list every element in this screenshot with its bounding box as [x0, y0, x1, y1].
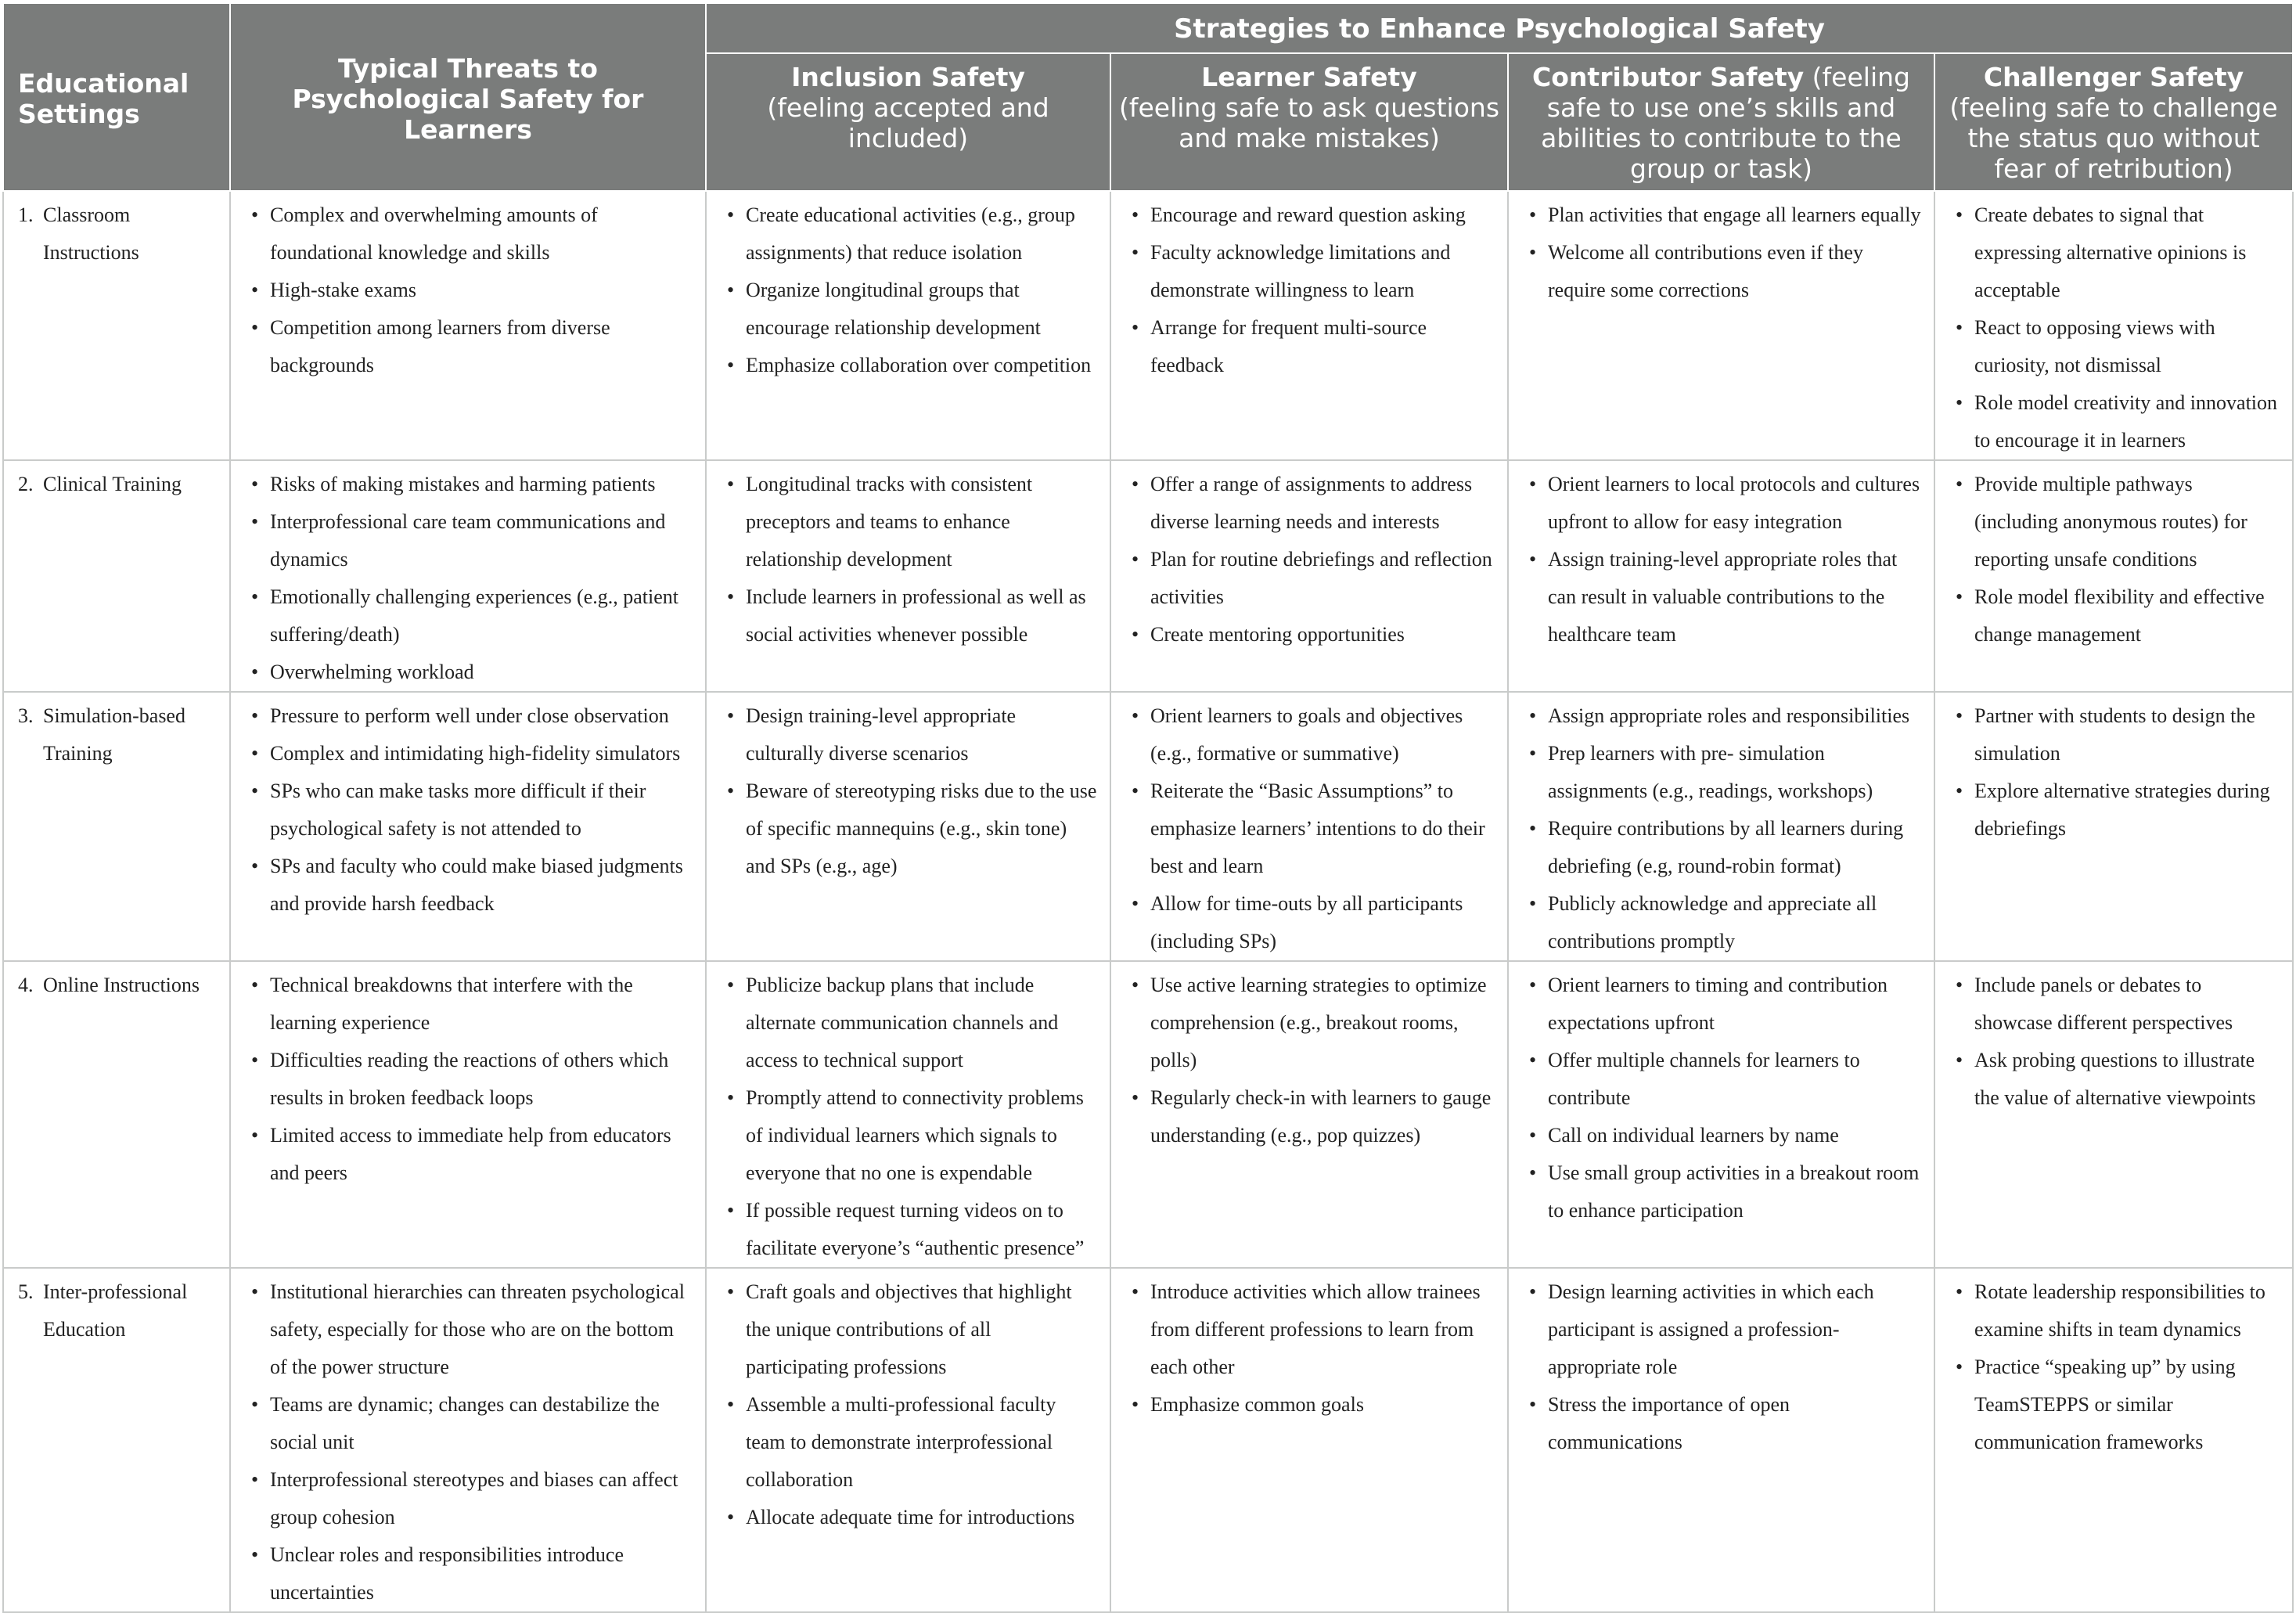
challenger-list [1946, 697, 2281, 848]
setting-cell [3, 460, 230, 692]
table-row [3, 191, 2293, 460]
learner-list [1122, 697, 1496, 960]
header-educational-settings: Educational Settings [3, 3, 230, 191]
inclusion-cell [706, 692, 1110, 961]
list-item: • Assign appropriate roles and responsibilities [1520, 697, 1923, 735]
list-item: • Plan for routine debriefings and reflection activities [1122, 541, 1496, 616]
list-item: • Complex and intimidating high-fidelity simulators [242, 735, 694, 772]
list-item: • Interprofessional care team communications and dynamics [242, 503, 694, 578]
setting-cell [3, 961, 230, 1268]
inclusion-list [718, 967, 1099, 1267]
list-item: • Plan activities that engage all learners equally [1520, 196, 1923, 234]
list-item: • Difficulties reading the reactions of others which results in broken feedback loops [242, 1042, 694, 1117]
challenger-cell [1934, 460, 2293, 692]
setting-number: 4. [18, 974, 34, 996]
inclusion-desc: (feeling accepted and included) [767, 92, 1049, 153]
learner-cell [1110, 460, 1508, 692]
inclusion-cell [706, 1268, 1110, 1612]
list-item: • Allow for time-outs by all participants (including SPs) [1122, 885, 1496, 960]
threats-list [242, 1273, 694, 1611]
learner-list [1122, 1273, 1496, 1424]
table-row [3, 692, 2293, 961]
list-item: • Pressure to perform well under close observation [242, 697, 694, 735]
header-strategies: Strategies to Enhance Psychological Safety [706, 3, 2293, 53]
list-item: • Promptly attend to connectivity problems of individual learners which signals to everyone that no one is expendable [718, 1079, 1099, 1192]
setting-cell [3, 1268, 230, 1612]
inclusion-list [718, 1273, 1099, 1536]
setting-number: 2. [18, 473, 34, 495]
list-item: • Use small group activities in a breakout room to enhance participation [1520, 1154, 1923, 1230]
threats-list [242, 697, 694, 923]
inclusion-list [718, 196, 1099, 384]
header-challenger-safety [1934, 53, 2293, 191]
contributor-list [1520, 1273, 1923, 1461]
list-item: • Use active learning strategies to optimize comprehension (e.g., breakout rooms, polls) [1122, 967, 1496, 1079]
list-item: • High-stake exams [242, 272, 694, 309]
list-item: • Partner with students to design the simulation [1946, 697, 2281, 772]
learner-list [1122, 466, 1496, 653]
list-item: • Ask probing questions to illustrate the value of alternative viewpoints [1946, 1042, 2281, 1117]
setting-name: Classroom Instructions [43, 203, 139, 264]
list-item: • Design learning activities in which each participant is assigned a profession-appropriate role [1520, 1273, 1923, 1386]
list-item: • Encourage and reward question asking [1122, 196, 1496, 234]
challenger-cell [1934, 1268, 2293, 1612]
setting-number: 1. [18, 203, 34, 226]
setting-number: 5. [18, 1280, 34, 1303]
list-item: • Longitudinal tracks with consistent preceptors and teams to enhance relationship development [718, 466, 1099, 578]
list-item: • Limited access to immediate help from educators and peers [242, 1117, 694, 1192]
inclusion-cell [706, 460, 1110, 692]
list-item: • Create mentoring opportunities [1122, 616, 1496, 653]
learner-cell [1110, 961, 1508, 1268]
threats-cell [230, 460, 706, 692]
contributor-cell [1508, 692, 1934, 961]
list-item: • Faculty acknowledge limitations and demonstrate willingness to learn [1122, 234, 1496, 309]
list-item: • Unclear roles and responsibilities introduce uncertainties [242, 1536, 694, 1611]
list-item: • Rotate leadership responsibilities to examine shifts in team dynamics [1946, 1273, 2281, 1348]
list-item: • Welcome all contributions even if they require some corrections [1520, 234, 1923, 309]
learner-list [1122, 967, 1496, 1154]
challenger-list [1946, 1273, 2281, 1461]
contributor-desc: (feeling safe to use one’s skills and abilities to contribute to the group or task) [1541, 62, 1910, 184]
threats-list [242, 196, 694, 384]
list-item: • Orient learners to timing and contribution expectations upfront [1520, 967, 1923, 1042]
threats-list [242, 967, 694, 1192]
contributor-list [1520, 697, 1923, 960]
list-item: • Regularly check-in with learners to gauge understanding (e.g., pop quizzes) [1122, 1079, 1496, 1154]
threats-list [242, 466, 694, 691]
list-item: • Provide multiple pathways (including anonymous routes) for reporting unsafe conditions [1946, 466, 2281, 578]
contributor-cell [1508, 1268, 1934, 1612]
list-item: • Risks of making mistakes and harming patients [242, 466, 694, 503]
list-item: • Orient learners to local protocols and cultures upfront to allow for easy integration [1520, 466, 1923, 541]
table-row [3, 961, 2293, 1268]
contributor-list [1520, 967, 1923, 1230]
list-item: • Overwhelming workload [242, 653, 694, 691]
list-item: • Explore alternative strategies during debriefings [1946, 772, 2281, 848]
challenger-list [1946, 466, 2281, 653]
list-item: • Offer a range of assignments to address diverse learning needs and interests [1122, 466, 1496, 541]
list-item: • If possible request turning videos on to facilitate everyone’s “authentic presence” [718, 1192, 1099, 1267]
psychological-safety-table-container [2, 2, 2292, 1613]
list-item: • Technical breakdowns that interfere with the learning experience [242, 967, 694, 1042]
list-item: • Role model flexibility and effective change management [1946, 578, 2281, 653]
inclusion-title: Inclusion Safety [791, 62, 1025, 92]
list-item: • Emotionally challenging experiences (e.g., patient suffering/death) [242, 578, 694, 653]
list-item: • Role model creativity and innovation to encourage it in learners [1946, 384, 2281, 459]
table-row [3, 460, 2293, 692]
list-item: • Arrange for frequent multi-source feedback [1122, 309, 1496, 384]
list-item: • Institutional hierarchies can threaten psychological safety, especially for those who are on the bottom of the power structure [242, 1273, 694, 1386]
table-row [3, 1268, 2293, 1612]
setting-name: Online Instructions [43, 974, 200, 996]
challenger-cell [1934, 692, 2293, 961]
learner-cell [1110, 191, 1508, 460]
list-item: • Competition among learners from diverse backgrounds [242, 309, 694, 384]
header-contributor-safety [1508, 53, 1934, 191]
list-item: • SPs and faculty who could make biased judgments and provide harsh feedback [242, 848, 694, 923]
list-item: • Design training-level appropriate culturally diverse scenarios [718, 697, 1099, 772]
challenger-list [1946, 196, 2281, 459]
threats-cell [230, 191, 706, 460]
psychological-safety-table [2, 2, 2294, 1613]
list-item: • Require contributions by all learners during debriefing (e.g, round-robin format) [1520, 810, 1923, 885]
challenger-cell [1934, 191, 2293, 460]
inclusion-list [718, 697, 1099, 885]
list-item: • Emphasize collaboration over competition [718, 347, 1099, 384]
learner-title: Learner Safety [1201, 62, 1417, 92]
challenger-list [1946, 967, 2281, 1117]
setting-name: Simulation-based Training [43, 704, 185, 765]
header-inclusion-safety [706, 53, 1110, 191]
setting-number: 3. [18, 704, 34, 727]
list-item: • Teams are dynamic; changes can destabilize the social unit [242, 1386, 694, 1461]
list-item: • Practice “speaking up” by using TeamSTEPPS or similar communication frameworks [1946, 1348, 2281, 1461]
list-item: • Allocate adequate time for introductions [718, 1499, 1099, 1536]
contributor-cell [1508, 961, 1934, 1268]
setting-name: Clinical Training [43, 473, 182, 495]
list-item: • Publicize backup plans that include alternate communication channels and access to technical support [718, 967, 1099, 1079]
list-item: • Prep learners with pre- simulation assignments (e.g., readings, workshops) [1520, 735, 1923, 810]
threats-cell [230, 961, 706, 1268]
challenger-desc: (feeling safe to challenge the status quo without fear of retribution) [1949, 92, 2278, 184]
threats-cell [230, 692, 706, 961]
setting-cell [3, 692, 230, 961]
list-item: • Complex and overwhelming amounts of foundational knowledge and skills [242, 196, 694, 272]
list-item: • Stress the importance of open communications [1520, 1386, 1923, 1461]
list-item: • Orient learners to goals and objectives (e.g., formative or summative) [1122, 697, 1496, 772]
learner-list [1122, 196, 1496, 384]
list-item: • Introduce activities which allow trainees from different professions to learn from each other [1122, 1273, 1496, 1386]
inclusion-cell [706, 191, 1110, 460]
list-item: • Interprofessional stereotypes and biases can affect group cohesion [242, 1461, 694, 1536]
list-item: • Create educational activities (e.g., group assignments) that reduce isolation [718, 196, 1099, 272]
list-item: • Emphasize common goals [1122, 1386, 1496, 1424]
list-item: • Offer multiple channels for learners to contribute [1520, 1042, 1923, 1117]
list-item: • Craft goals and objectives that highlight the unique contributions of all participating professions [718, 1273, 1099, 1386]
list-item: • React to opposing views with curiosity, not dismissal [1946, 309, 2281, 384]
challenger-title: Challenger Safety [1983, 62, 2244, 92]
list-item: • Assign training-level appropriate roles that can result in valuable contributions to the healthcare team [1520, 541, 1923, 653]
challenger-cell [1934, 961, 2293, 1268]
learner-desc: (feeling safe to ask questions and make mistakes) [1119, 92, 1500, 153]
inclusion-cell [706, 961, 1110, 1268]
list-item: • Include panels or debates to showcase different perspectives [1946, 967, 2281, 1042]
threats-cell [230, 1268, 706, 1612]
contributor-cell [1508, 460, 1934, 692]
header-typical-threats: Typical Threats to Psychological Safety for Learners [230, 3, 706, 191]
contributor-list [1520, 466, 1923, 653]
setting-name: Inter-professional Education [43, 1280, 188, 1341]
list-item: • Assemble a multi-professional faculty team to demonstrate interprofessional collaboration [718, 1386, 1099, 1499]
contributor-title: Contributor Safety [1532, 62, 1805, 92]
table-body [3, 191, 2293, 1612]
list-item: • Include learners in professional as well as social activities whenever possible [718, 578, 1099, 653]
list-item: • Create debates to signal that expressing alternative opinions is acceptable [1946, 196, 2281, 309]
contributor-cell [1508, 191, 1934, 460]
list-item: • Call on individual learners by name [1520, 1117, 1923, 1154]
inclusion-list [718, 466, 1099, 653]
contributor-list [1520, 196, 1923, 309]
setting-cell [3, 191, 230, 460]
list-item: • SPs who can make tasks more difficult if their psychological safety is not attended to [242, 772, 694, 848]
header-learner-safety [1110, 53, 1508, 191]
learner-cell [1110, 692, 1508, 961]
list-item: • Publicly acknowledge and appreciate all contributions promptly [1520, 885, 1923, 960]
learner-cell [1110, 1268, 1508, 1612]
list-item: • Organize longitudinal groups that encourage relationship development [718, 272, 1099, 347]
list-item: • Beware of stereotyping risks due to the use of specific mannequins (e.g., skin tone) and SPs (e.g., age) [718, 772, 1099, 885]
list-item: • Reiterate the “Basic Assumptions” to emphasize learners’ intentions to do their best and learn [1122, 772, 1496, 885]
